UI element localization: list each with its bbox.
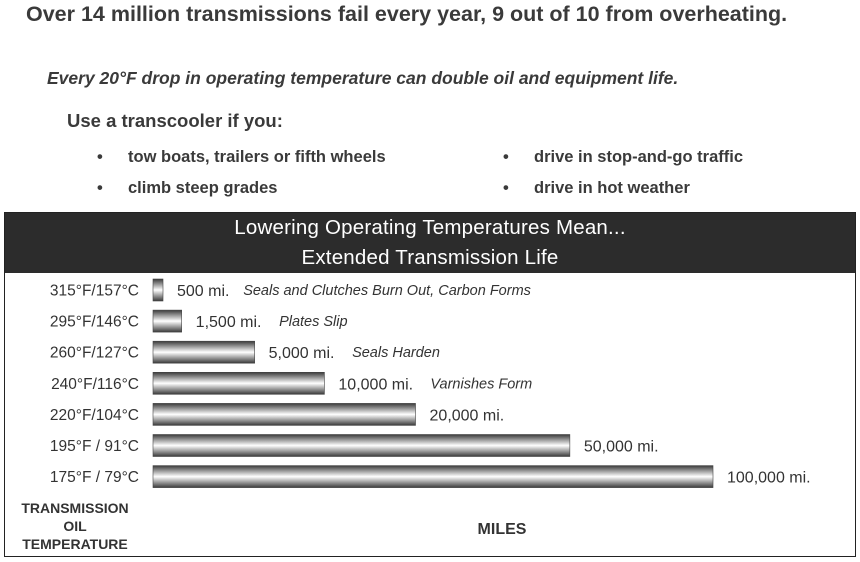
bar bbox=[153, 403, 416, 425]
value-label: 5,000 mi. bbox=[268, 345, 335, 363]
bar-chart bbox=[5, 213, 856, 557]
category-label: 175°F / 79°C bbox=[49, 469, 139, 487]
bullet-text: tow boats, trailers or fifth wheels bbox=[128, 148, 386, 166]
category-label: 220°F/104°C bbox=[49, 406, 139, 424]
bars-layer bbox=[50, 279, 811, 488]
bar bbox=[153, 310, 182, 332]
subheadline: Every 20°F drop in operating temperature can double oil and equipment life. bbox=[47, 68, 679, 88]
value-label: 10,000 mi. bbox=[338, 376, 414, 394]
annotation-label: Varnishes Form bbox=[430, 376, 533, 393]
category-label: 295°F/146°C bbox=[49, 313, 139, 331]
bullet-dot-icon: • bbox=[503, 148, 509, 166]
bullet-item bbox=[97, 179, 278, 198]
chart-panel bbox=[4, 212, 856, 557]
use-title: Use a transcooler if you: bbox=[67, 110, 283, 131]
bullet-item bbox=[503, 148, 744, 167]
value-label: 50,000 mi. bbox=[583, 438, 659, 456]
x-axis-title: MILES bbox=[477, 521, 527, 538]
category-label: 315°F/157°C bbox=[49, 282, 139, 300]
bar bbox=[153, 466, 713, 488]
value-label: 100,000 mi. bbox=[727, 469, 811, 487]
bullet-text: drive in hot weather bbox=[534, 179, 690, 197]
bullet-item bbox=[503, 179, 690, 198]
bullet-text: drive in stop-and-go traffic bbox=[534, 148, 744, 166]
chart-title-line2: Extended Transmission Life bbox=[301, 246, 559, 269]
y-axis-title-line3: TEMPERATURE bbox=[22, 536, 128, 552]
annotation-label: Seals Harden bbox=[352, 345, 440, 362]
bullet-text: climb steep grades bbox=[128, 179, 278, 197]
headline: Over 14 million transmissions fail every year, 9 out of 10 from overheating. bbox=[26, 2, 788, 26]
annotation-label: Plates Slip bbox=[279, 314, 348, 331]
value-label: 20,000 mi. bbox=[429, 407, 505, 425]
bar bbox=[153, 435, 570, 457]
category-label: 195°F / 91°C bbox=[49, 438, 139, 455]
bar bbox=[153, 372, 324, 394]
y-axis-title-line2: OIL bbox=[63, 518, 87, 534]
chart-title-line1: Lowering Operating Temperatures Mean... bbox=[234, 216, 626, 239]
annotation-label: Seals and Clutches Burn Out, Carbon Forms bbox=[243, 283, 531, 299]
category-label: 240°F/116°C bbox=[51, 375, 139, 393]
y-axis-title-line1: TRANSMISSION bbox=[21, 500, 129, 516]
bullet-dot-icon: • bbox=[97, 148, 103, 166]
bullet-list bbox=[0, 0, 860, 210]
bullet-dot-icon: • bbox=[503, 179, 509, 197]
bar bbox=[153, 341, 255, 363]
value-label: 500 mi. bbox=[177, 283, 230, 300]
value-label: 1,500 mi. bbox=[195, 314, 262, 332]
category-label: 260°F/127°C bbox=[49, 344, 139, 362]
bullet-dot-icon: • bbox=[97, 179, 103, 197]
bar bbox=[153, 279, 163, 301]
bullet-item bbox=[97, 148, 386, 167]
